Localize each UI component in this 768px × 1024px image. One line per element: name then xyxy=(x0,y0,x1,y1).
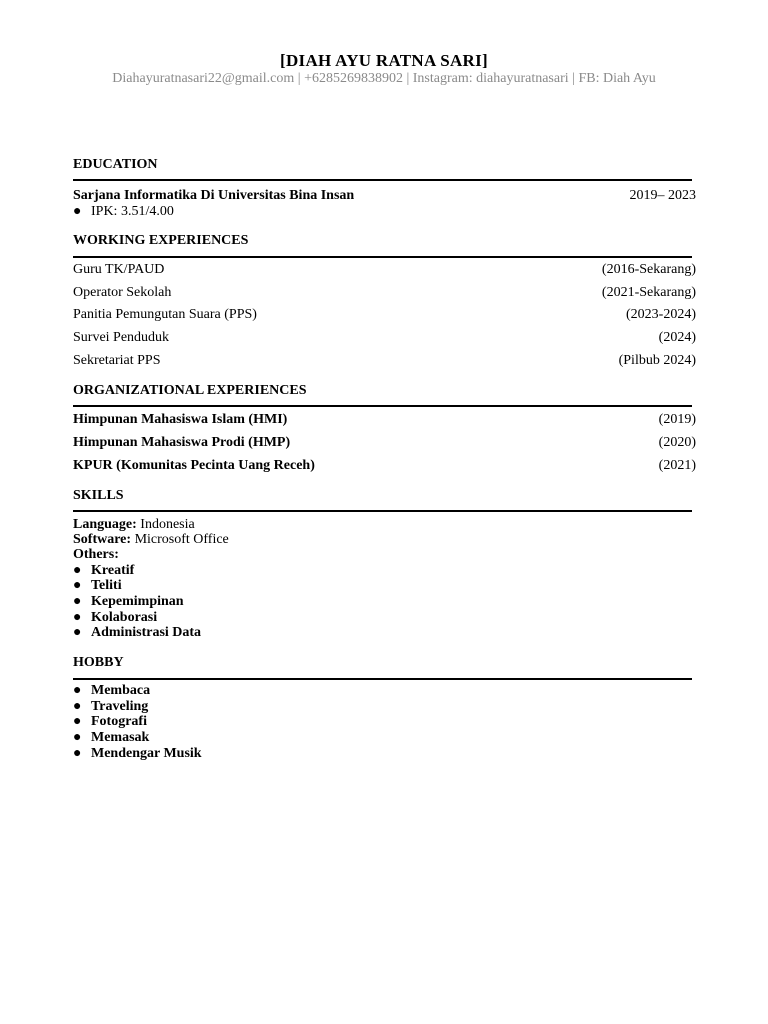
bullet-icon: ● xyxy=(73,594,82,609)
education-entry xyxy=(73,188,696,204)
work-period: (2023-2024) xyxy=(626,307,696,322)
org-item xyxy=(73,412,696,428)
section-divider xyxy=(73,510,692,512)
bullet-icon: ● xyxy=(73,683,82,698)
education-degree: Sarjana Informatika Di Universitas Bina Insan xyxy=(73,188,355,203)
list-item xyxy=(73,683,150,699)
work-role: Operator Sekolah xyxy=(73,285,172,300)
skill-item: Teliti xyxy=(91,578,122,593)
section-title-organizational: ORGANIZATIONAL EXPERIENCES xyxy=(73,383,307,398)
list-item xyxy=(73,610,157,626)
list-item xyxy=(73,714,147,730)
skill-software-label: Software: xyxy=(73,532,132,547)
org-period: (2020) xyxy=(658,435,696,450)
work-item xyxy=(73,330,696,346)
work-item xyxy=(73,353,696,369)
work-item xyxy=(73,285,696,301)
skill-software-value: Microsoft Office xyxy=(131,532,229,547)
work-period: (2021-Sekarang) xyxy=(601,285,696,300)
skill-language xyxy=(73,517,195,533)
list-item xyxy=(73,730,149,746)
list-item xyxy=(73,594,184,610)
hobby-item: Memasak xyxy=(91,730,150,745)
list-item xyxy=(73,625,201,641)
bullet-icon: ● xyxy=(73,563,82,578)
work-role: Sekretariat PPS xyxy=(73,353,161,368)
list-item xyxy=(73,699,148,715)
section-title-work: WORKING EXPERIENCES xyxy=(73,233,249,248)
org-name: KPUR (Komunitas Pecinta Uang Receh) xyxy=(73,458,315,473)
skill-software xyxy=(73,532,229,548)
bullet-icon: ● xyxy=(73,714,82,729)
section-divider xyxy=(73,256,692,258)
bullet-icon: ● xyxy=(73,610,82,625)
hobby-item: Traveling xyxy=(91,699,149,714)
skill-item: Kreatif xyxy=(91,563,135,578)
skill-item: Kolaborasi xyxy=(91,610,158,625)
org-name: Himpunan Mahasiswa Prodi (HMP) xyxy=(73,435,291,450)
list-item xyxy=(73,746,202,762)
section-divider xyxy=(73,179,692,181)
bullet-icon: ● xyxy=(73,625,82,640)
work-role: Survei Penduduk xyxy=(73,330,170,345)
org-period: (2019) xyxy=(658,412,696,427)
list-item xyxy=(73,563,134,579)
bullet-icon: ● xyxy=(73,730,82,745)
org-period: (2021) xyxy=(658,458,696,473)
contact-info: Diahayuratnasari22@gmail.com | +6285269838902 | Instagram: diahayuratnasari | FB: Diah Ayu xyxy=(112,71,656,86)
education-gpa: IPK: 3.51/4.00 xyxy=(91,204,174,219)
section-divider xyxy=(73,678,692,680)
hobby-item: Mendengar Musik xyxy=(91,746,202,761)
bullet-icon: ● xyxy=(73,578,82,593)
skill-others-label: Others: xyxy=(73,547,119,562)
section-title-hobby: HOBBY xyxy=(73,655,124,670)
bullet-icon: ● xyxy=(73,746,82,761)
skill-item: Kepemimpinan xyxy=(91,594,184,609)
org-item xyxy=(73,458,696,474)
work-role: Guru TK/PAUD xyxy=(73,262,165,277)
section-title-skills: SKILLS xyxy=(73,488,124,503)
bullet-icon: ● xyxy=(73,204,82,219)
work-role: Panitia Pemungutan Suara (PPS) xyxy=(73,307,257,322)
education-gpa-item xyxy=(73,204,174,220)
skill-language-value: Indonesia xyxy=(136,517,195,532)
hobby-item: Fotografi xyxy=(91,714,147,729)
applicant-name: [DIAH AYU RATNA SARI] xyxy=(280,51,488,70)
skill-item: Administrasi Data xyxy=(91,625,202,640)
section-divider xyxy=(73,405,692,407)
work-period: (Pilbub 2024) xyxy=(618,353,696,368)
org-name: Himpunan Mahasiswa Islam (HMI) xyxy=(73,412,288,427)
list-item xyxy=(73,578,122,594)
education-period: 2019– 2023 xyxy=(629,188,696,203)
bullet-icon: ● xyxy=(73,699,82,714)
work-item xyxy=(73,307,696,323)
org-item xyxy=(73,435,696,451)
work-period: (2024) xyxy=(658,330,696,345)
section-title-education: EDUCATION xyxy=(73,157,158,172)
skill-language-label: Language: xyxy=(73,517,137,532)
work-item xyxy=(73,262,696,278)
work-period: (2016-Sekarang) xyxy=(601,262,696,277)
hobby-item: Membaca xyxy=(91,683,151,698)
